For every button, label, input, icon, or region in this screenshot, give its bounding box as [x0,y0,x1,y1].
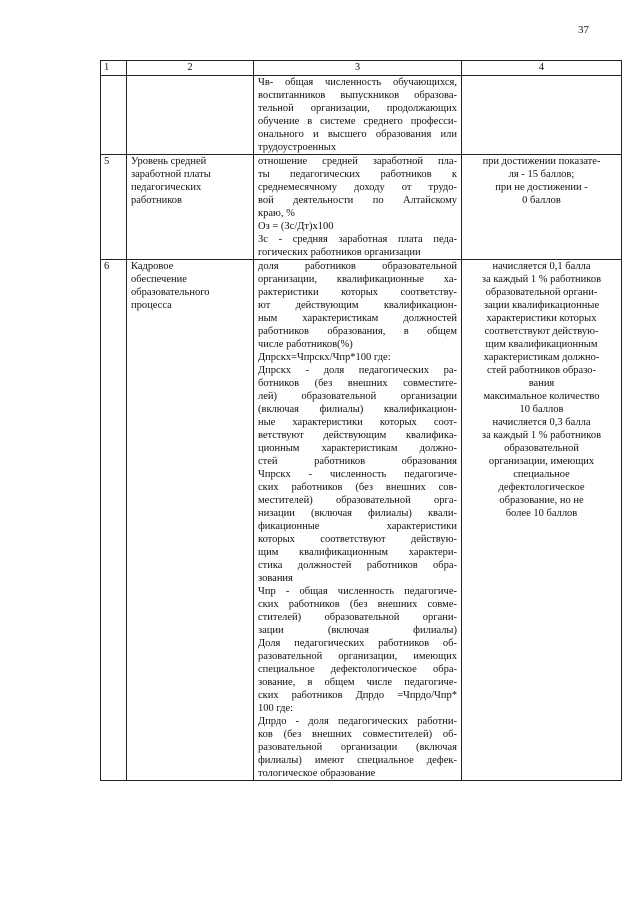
text-line: филиалы) имеют специальное дефек- [258,755,457,766]
text-line: ционным характеристикам должно- [258,443,457,454]
text-line: ских работников Дпрдо =Чпрдо/Чпр* [258,690,457,701]
indicator-description [254,260,462,781]
text-line: зования [258,573,293,584]
text-line: ля - 15 баллов; [508,169,575,180]
criteria-table [100,60,622,781]
text-line: за каждый 1 % работников [481,430,602,441]
text-line: Дпрскх - доля педагогических ра- [258,365,457,376]
text-line: организации, квалификационные ха- [258,274,457,285]
text-line: работников образования, в общем [258,326,457,337]
text-line: местителей) образовательной орга- [258,495,457,506]
text-line: ветствуют действующим квалифика- [258,430,457,441]
text-line: ные характеристики которых соот- [258,417,457,428]
text-line: онального и высшего образования или [258,129,457,140]
text-line: ют действующим квалификацион- [258,300,457,311]
text-line: зации (включая филиалы) [258,625,457,636]
indicator-title [127,155,254,260]
text-line: среднемесячному доходу от трудо- [258,182,457,193]
text-line: 0 баллов [522,195,561,206]
text-line: характеристикам должно- [483,352,600,363]
text-line: лей) образовательной организации [258,391,457,402]
text-line: ских работников (без внешних совме- [258,599,457,610]
text-line: педагогических [131,182,202,193]
text-line: специальное дефектологическое обра- [258,664,457,675]
text-line: фикационные характеристики [258,521,457,532]
text-line: рактеристики которых соответству- [258,287,457,298]
text-line: максимальное количество [483,391,600,402]
text-line: ты педагогических работников к [258,169,457,180]
text-line: ным характеристикам должностей [258,313,457,324]
text-line: вой деятельности по Алтайскому [258,195,457,206]
text-line: которых соответствуют действую- [258,534,457,545]
text-line: тологическое образование [258,768,376,779]
header-col-2: 2 [127,61,254,76]
table-header-row [101,61,622,76]
text-line: гогических работников организации [258,247,421,258]
table-row [101,260,622,781]
text-line: начисляется 0,1 балла [492,261,591,272]
text-line: образование, но не [499,495,584,506]
text-line: организации, имеющих [488,456,595,467]
header-col-4: 4 [462,61,622,76]
text-line: доля работников образовательной [258,261,457,272]
text-line: Чпрскх - численность педагогиче- [258,469,457,480]
row-number: 6 [101,260,127,781]
text-line: образовательной органи- [485,287,598,298]
text-line: разовательной организации (включая [258,742,457,753]
text-line: тельной организации, продолжающих [258,103,457,114]
text-line: щим квалификационным [485,339,598,350]
text-line: Зс - средняя заработная плата педа- [258,234,457,245]
text-line: Дпрскх=Чпрскх/Чпр*100 где: [258,352,391,363]
text-line: Доля педагогических работников об- [258,638,457,649]
text-line: зование, в общем числе педагогиче- [258,677,457,688]
text-line: числе работников(%) [258,339,353,350]
text-line: образовательного [131,287,210,298]
text-line: работников [131,195,182,206]
text-line: отношение средней заработной пла- [258,156,457,167]
text-line: вания [528,378,555,389]
text-line: стика должностей работников обра- [258,560,457,571]
indicator-description [254,76,462,155]
header-col-3: 3 [254,61,462,76]
text-line: Чпр - общая численность педагогиче- [258,586,457,597]
text-line: ков (без внешних совместителей) об- [258,729,457,740]
text-line: щим квалификационным характери- [258,547,457,558]
table-row [101,76,622,155]
text-line: стителей) образовательной органи- [258,612,457,623]
text-line: Уровень средней [131,156,207,167]
page-number: 37 [578,24,589,36]
text-line: Дпрдо - доля педагогических работни- [258,716,457,727]
text-line: трудоустроенных [258,142,337,153]
text-line: обеспечение [131,274,187,285]
table-row [101,155,622,260]
indicator-title [127,76,254,155]
text-line: специальное [513,469,570,480]
indicator-description [254,155,462,260]
text-line: стей работников образо- [486,365,597,376]
text-line: обучение в системе среднего професси- [258,116,457,127]
indicator-score [462,155,622,260]
text-line: при не достижении - [495,182,588,193]
text-line: образовательной [504,443,579,454]
row-number [101,76,127,155]
text-line: за каждый 1 % работников [481,274,602,285]
indicator-title [127,260,254,781]
text-line: дефектологическое [498,482,585,493]
text-line: характеристики которых [486,313,597,324]
text-line: ботников (без внешних совместите- [258,378,457,389]
text-line: стей работников образования [258,456,457,467]
text-line: воспитанников выпускников образова- [258,90,457,101]
text-line: соответствуют действую- [484,326,599,337]
text-line: начисляется 0,3 балла [492,417,591,428]
indicator-score [462,76,622,155]
text-line: (включая филиалы) квалификацион- [258,404,457,415]
row-number: 5 [101,155,127,260]
text-line: более 10 баллов [505,508,578,519]
text-line: Чв- общая численность обучающихся, [258,77,457,88]
text-line: ских работников (без внешних сов- [258,482,457,493]
text-line: 100 где: [258,703,294,714]
indicator-score [462,260,622,781]
text-line: процесса [131,300,172,311]
text-line: Кадровое [131,261,174,272]
text-line: при достижении показате- [482,156,601,167]
text-line: заработной платы [131,169,211,180]
header-col-1: 1 [101,61,127,76]
text-line: зации квалификационные [483,300,600,311]
text-line: Оз = (Зс/Дт)х100 [258,221,334,232]
text-line: низации (включая филиалы) квали- [258,508,457,519]
text-line: краю, % [258,208,295,219]
text-line: разовательной организации, имеющих [258,651,457,662]
text-line: 10 баллов [519,404,564,415]
